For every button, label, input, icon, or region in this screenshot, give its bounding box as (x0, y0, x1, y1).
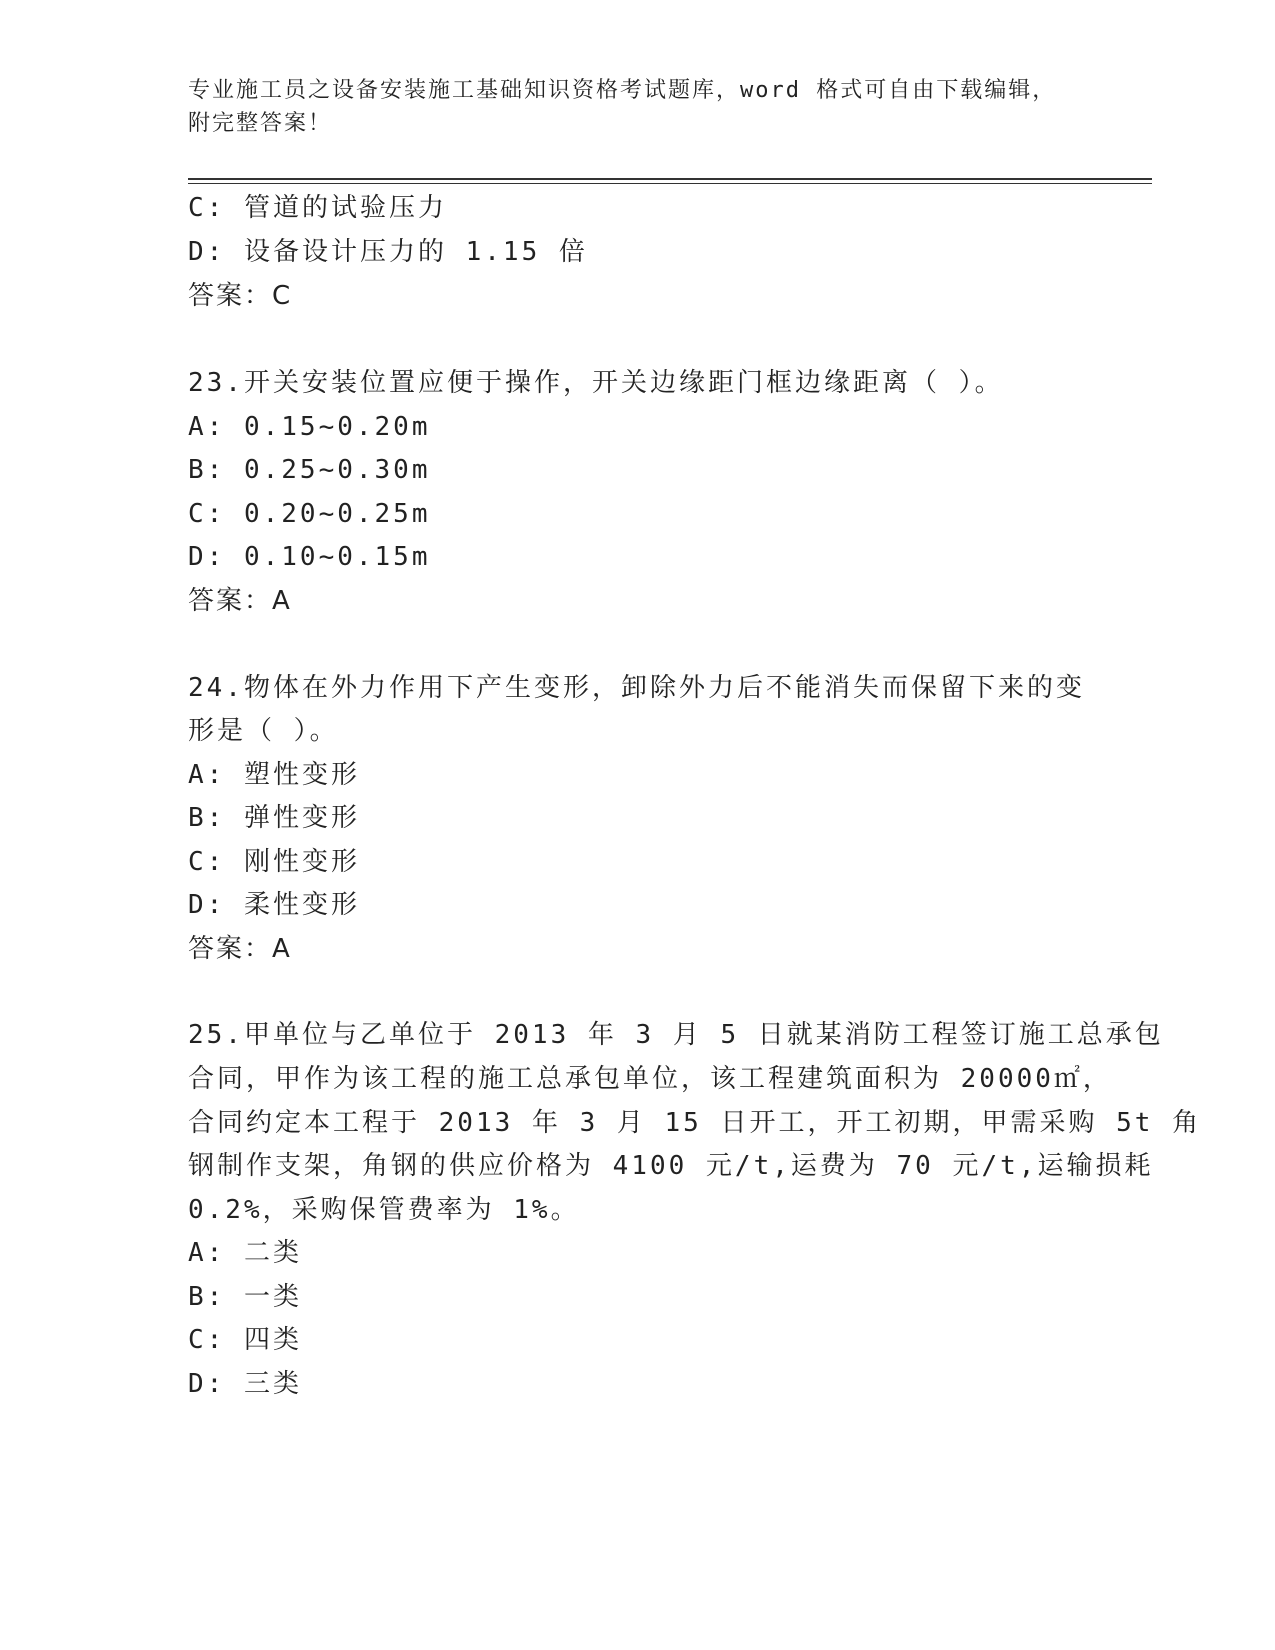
header-divider-thick (188, 178, 1152, 180)
q22-option-c: C: 管道的试验压力 (188, 193, 447, 223)
q25-stem-line-3: 合同约定本工程于 2013 年 3 月 15 日开工，开工初期，甲需采购 5t 角 (188, 1108, 1202, 1138)
q24-option-b: B: 弹性变形 (188, 803, 360, 833)
q25-option-d: D: 三类 (188, 1369, 302, 1399)
q24-stem-line-1: 24.物体在外力作用下产生变形，卸除外力后不能消失而保留下来的变 (188, 673, 1085, 703)
q22-answer: 答案：C (188, 281, 293, 311)
q25-option-a: A: 二类 (188, 1238, 302, 1268)
q23-option-a: A: 0.15~0.20m (188, 412, 431, 442)
q23-option-b: B: 0.25~0.30m (188, 455, 431, 485)
q25-stem-line-5: 0.2%，采购保管费率为 1%。 (188, 1195, 580, 1225)
q25-option-b: B: 一类 (188, 1282, 302, 1312)
q23-option-c: C: 0.20~0.25m (188, 499, 431, 529)
q24-option-d: D: 柔性变形 (188, 890, 360, 920)
q25-stem-line-4: 钢制作支架，角钢的供应价格为 4100 元/t,运费为 70 元/t,运输损耗 (188, 1151, 1154, 1181)
header-divider-thin (188, 183, 1152, 184)
q24-answer: 答案：A (188, 934, 292, 964)
page-header (188, 74, 1068, 140)
q25-stem-line-2: 合同，甲作为该工程的施工总承包单位，该工程建筑面积为 20000㎡， (188, 1064, 1112, 1094)
q23-answer: 答案：A (188, 586, 292, 616)
q25-option-c: C: 四类 (188, 1325, 302, 1355)
q25-stem-line-1: 25.甲单位与乙单位于 2013 年 3 月 5 日就某消防工程签订施工总承包 (188, 1020, 1164, 1050)
header-line-1: 专业施工员之设备安装施工基础知识资格考试题库，word 格式可自由下载编辑， (188, 78, 1057, 103)
q24-option-a: A: 塑性变形 (188, 760, 360, 790)
q24-stem-line-2: 形是（ ）。 (188, 716, 339, 746)
q24-option-c: C: 刚性变形 (188, 847, 360, 877)
q23-option-d: D: 0.10~0.15m (188, 542, 431, 572)
q23-stem: 23.开关安装位置应便于操作，开关边缘距门框边缘距离（ ）。 (188, 368, 1004, 398)
q22-option-d: D: 设备设计压力的 1.15 倍 (188, 237, 588, 267)
header-line-2: 附完整答案！ (188, 111, 333, 136)
